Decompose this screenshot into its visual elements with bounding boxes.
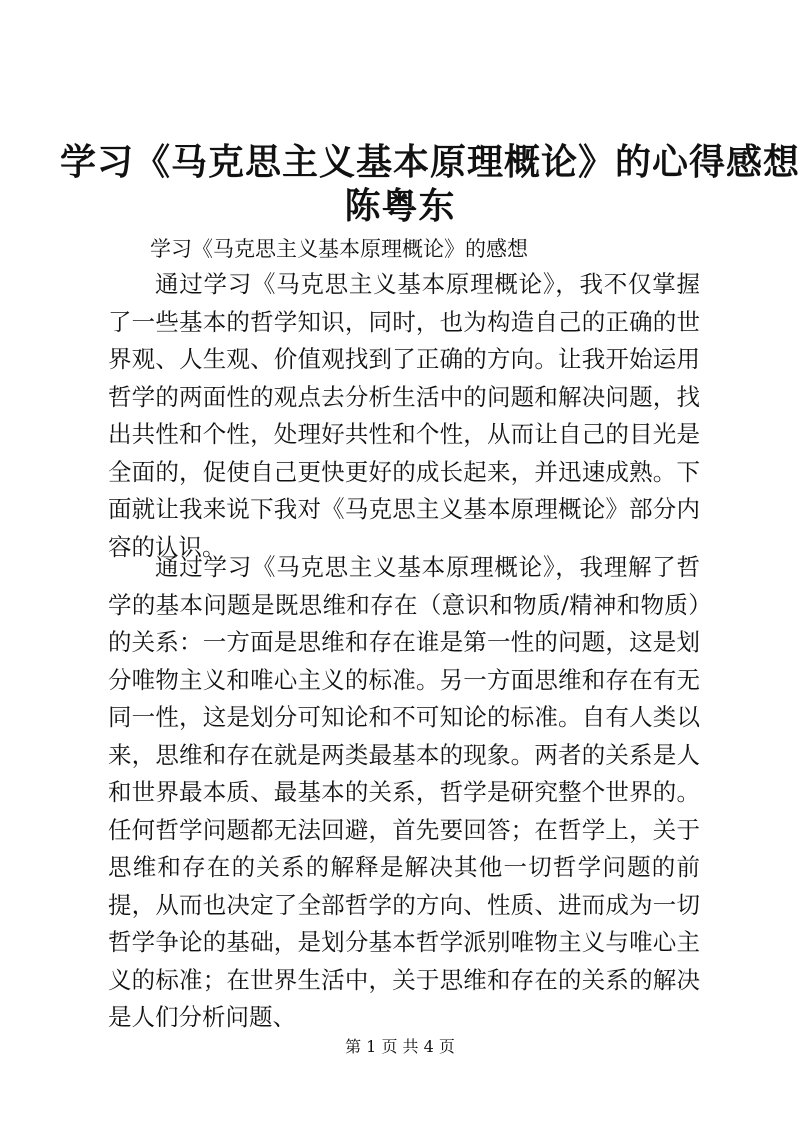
document-author: 陈粤东: [344, 185, 456, 227]
page-footer: 第 1 页 共 4 页: [345, 1037, 455, 1056]
document-subtitle: 学习《马克思主义基本原理概论》的感想: [150, 237, 528, 261]
paragraph-1: 通过学习《马克思主义基本原理概论》，我不仅掌握了一些基本的哲学知识，同时，也为构造自己的正确的世界观、人生观、价值观找到了正确的方向。让我开始运用哲学的两面性的观点去分析生活中的问题和解决问题，找出共性和个性，处理好共性和个性，从而让自己的目光是全面的，促使自己更快更好的成长起来，并迅速成熟。下面就让我来说下我对《马克思主义基本原理概论》部分内容的认识。: [108, 270, 700, 561]
document-title: 学习《马克思主义基本原理概论》的心得感想: [60, 141, 800, 183]
paragraph-2: 通过学习《马克思主义基本原理概论》，我理解了哲学的基本问题是既思维和存在（意识和物质/精神和物质）的关系：一方面是思维和存在谁是第一性的问题，这是划分唯物主义和唯心主义的标准。另一方面思维和存在有无同一性，这是划分可知论和不可知论的标准。自有人类以来，思维和存在就是两类最基本的现象。两者的关系是人和世界最本质、最基本的关系，哲学是研究整个世界的。任何哲学问题都无法回避，首先要回答；在哲学上，关于思维和存在的关系的解释是解决其他一切哲学问题的前提，从而也决定了全部哲学的方向、性质、进而成为一切哲学争论的基础，是划分基本哲学派别唯物主义与唯心主义的标准；在世界生活中，关于思维和存在的关系的解决是人们分析问题、: [108, 553, 700, 1031]
